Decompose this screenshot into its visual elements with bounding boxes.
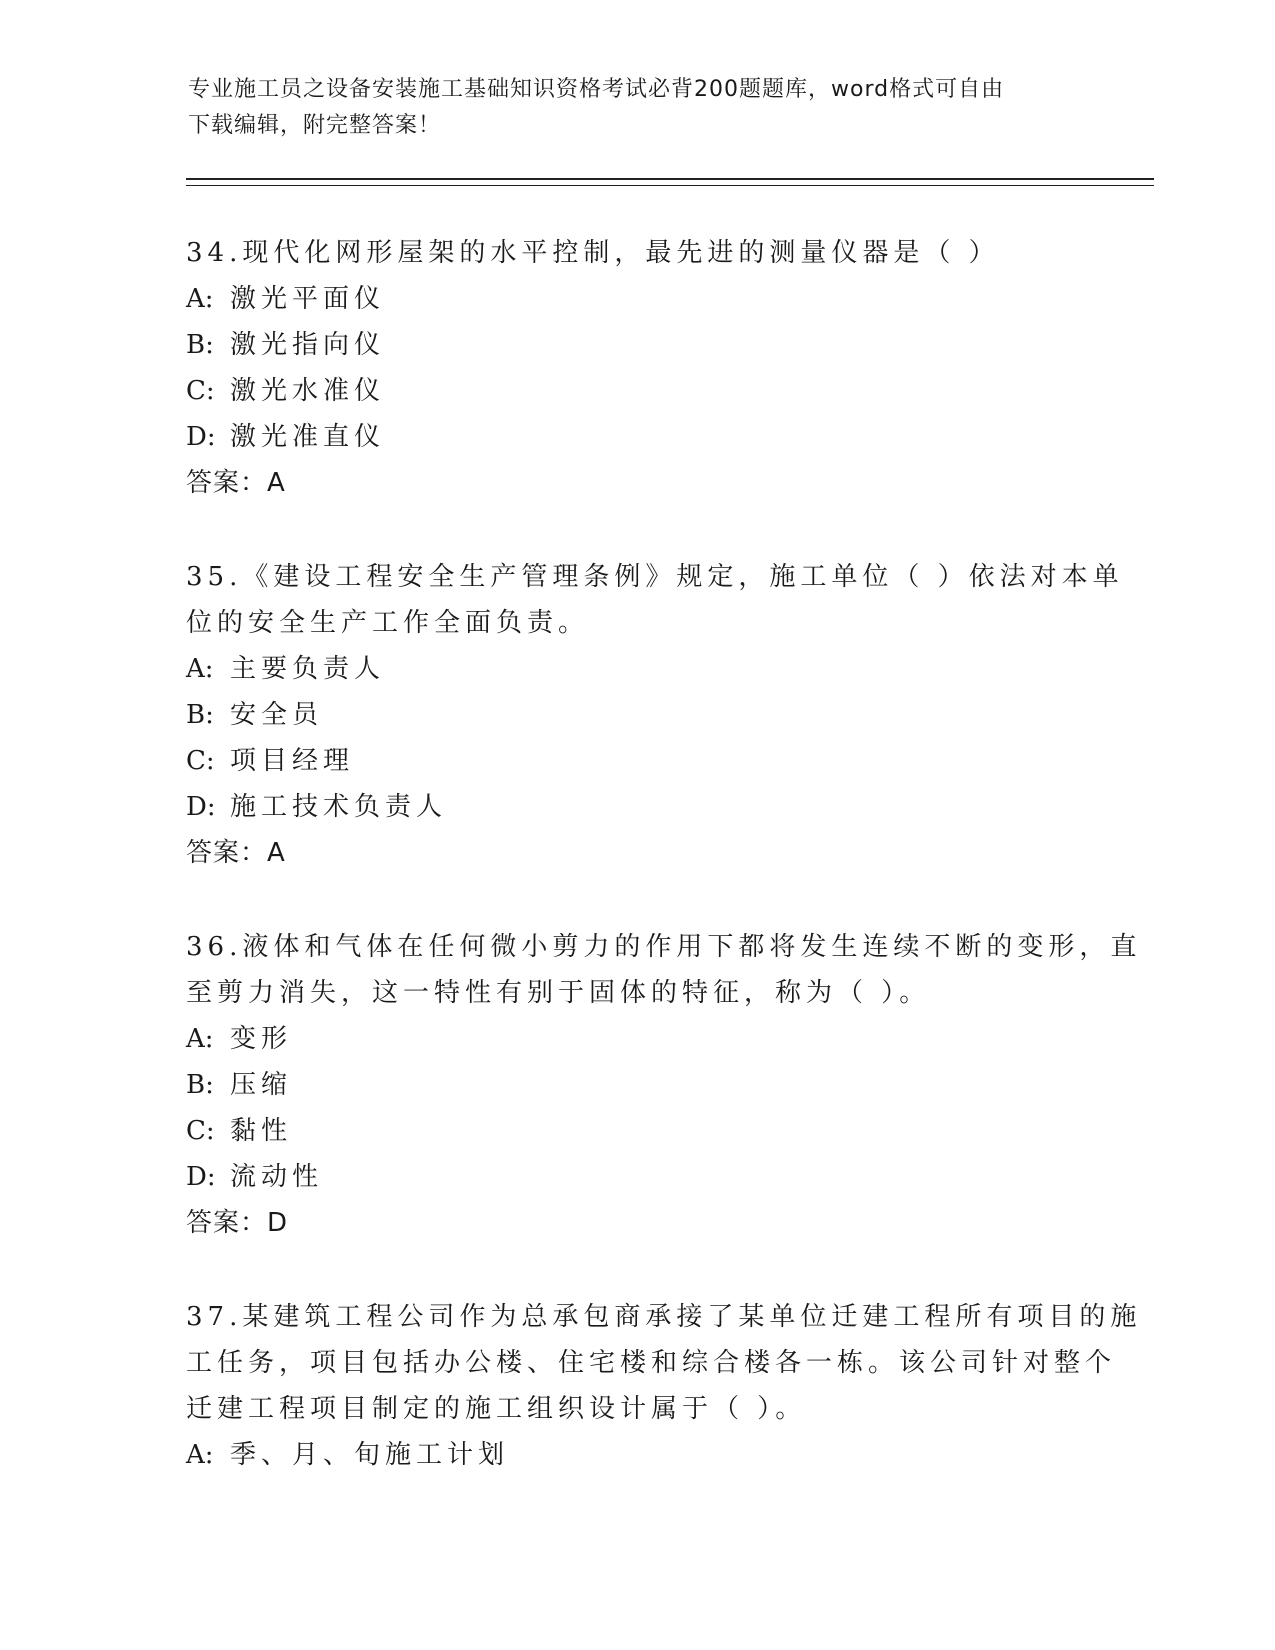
option-key: A:	[186, 284, 214, 314]
question-35	[186, 554, 1124, 876]
option-d	[186, 414, 1106, 460]
question-text: 位的安全生产工作全面负责。	[186, 608, 590, 638]
option-text: 激光水准仪	[230, 376, 386, 406]
option-key: C:	[186, 376, 215, 406]
option-key: B:	[186, 700, 214, 730]
question-text: 至剪力消失，这一特性有别于固体的特征，称为（ ）。	[186, 978, 931, 1008]
option-b	[186, 692, 1106, 738]
option-key: C:	[186, 746, 215, 776]
option-d	[186, 1154, 1106, 1200]
option-key: D:	[186, 422, 216, 452]
option-text: 激光准直仪	[230, 422, 386, 452]
answer-text: 答案：A	[186, 468, 286, 498]
option-text: 施工技术负责人	[230, 792, 448, 822]
header-line-1: 专业施工员之设备安装施工基础知识资格考试必背200题题库，word格式可自由	[188, 77, 1005, 102]
option-b	[186, 1062, 1106, 1108]
answer-text: 答案：A	[186, 838, 286, 868]
option-b	[186, 322, 1106, 368]
option-key: D:	[186, 1162, 216, 1192]
option-text: 主要负责人	[230, 654, 386, 684]
question-text: 36.液体和气体在任何微小剪力的作用下都将发生连续不断的变形，直	[186, 932, 1142, 962]
option-text: 流动性	[230, 1162, 324, 1192]
option-key: C:	[186, 1116, 215, 1146]
header-divider	[186, 178, 1154, 186]
option-key: A:	[186, 654, 214, 684]
question-37	[186, 1294, 1142, 1478]
option-text: 项目经理	[230, 746, 355, 776]
header-line-2: 下载编辑，附完整答案！	[188, 113, 442, 138]
option-text: 安全员	[230, 700, 324, 730]
option-c	[186, 1108, 1106, 1154]
option-c	[186, 368, 1106, 414]
option-text: 激光平面仪	[230, 284, 386, 314]
question-text: 迁建工程项目制定的施工组织设计属于（ ）。	[186, 1394, 807, 1424]
question-36	[186, 924, 1142, 1246]
option-a	[186, 646, 1106, 692]
option-c	[186, 738, 1106, 784]
question-34	[186, 230, 1106, 506]
option-a	[186, 1016, 1106, 1062]
option-text: 压缩	[230, 1070, 293, 1100]
question-text: 34.现代化网形屋架的水平控制，最先进的测量仪器是（ ）	[186, 238, 1000, 268]
question-text: 35.《建设工程安全生产管理条例》规定，施工单位（ ）依法对本单	[186, 562, 1124, 592]
answer-text: 答案：D	[186, 1208, 289, 1238]
document-header	[188, 72, 1088, 144]
question-text: 37.某建筑工程公司作为总承包商承接了某单位迁建工程所有项目的施	[186, 1302, 1142, 1332]
option-key: A:	[186, 1440, 214, 1470]
option-key: B:	[186, 330, 214, 360]
option-d	[186, 784, 1106, 830]
option-text: 激光指向仪	[230, 330, 386, 360]
option-text: 变形	[230, 1024, 293, 1054]
question-text: 工任务，项目包括办公楼、住宅楼和综合楼各一栋。该公司针对整个	[186, 1348, 1117, 1378]
question-list	[186, 230, 1142, 1526]
option-text: 季、月、旬施工计划	[230, 1440, 510, 1470]
option-a	[186, 276, 1106, 322]
option-key: D:	[186, 792, 216, 822]
option-key: B:	[186, 1070, 214, 1100]
option-key: A:	[186, 1024, 214, 1054]
option-a	[186, 1432, 1106, 1478]
option-text: 黏性	[230, 1116, 293, 1146]
